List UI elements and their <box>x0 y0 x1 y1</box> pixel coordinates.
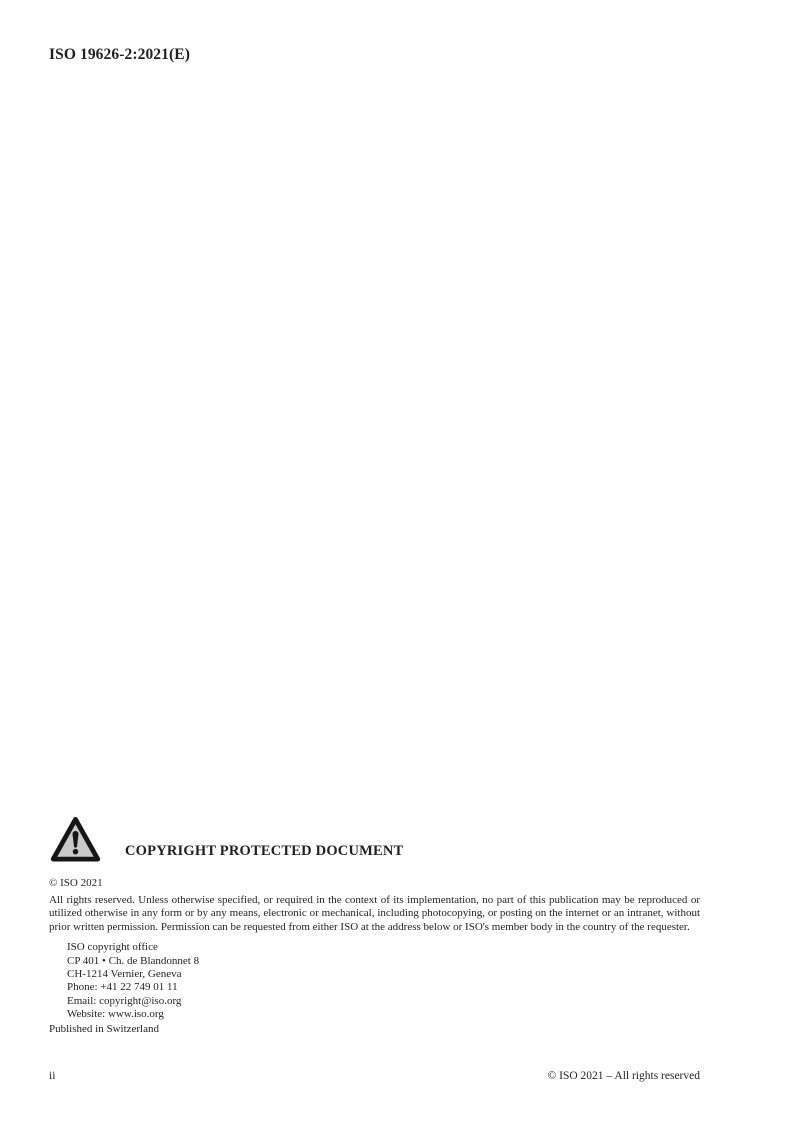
address-line-city: CH-1214 Vernier, Geneva <box>67 968 182 981</box>
copyright-notice-paragraph: All rights reserved. Unless otherwise specified, or required in the context of its implementation, no part of this publication may be reproduced or utilized otherwise in any form or by any means, electronic or mechanical, including photocopying, or posting on the internet or an intranet, without prior written permission. Permission can be requested from either ISO at the address below or ISO's member body in the country of the requester. <box>49 894 700 933</box>
footer-copyright: © ISO 2021 – All rights reserved <box>547 1070 700 1082</box>
copyright-section <box>49 814 700 1036</box>
address-line-phone: Phone: +41 22 749 01 11 <box>67 981 178 994</box>
published-in-line: Published in Switzerland <box>49 1022 159 1035</box>
copyright-year-line: © ISO 2021 <box>49 877 103 889</box>
warning-triangle-icon <box>49 814 102 866</box>
address-line-email: Email: copyright@iso.org <box>67 994 182 1007</box>
address-line-website: Website: www.iso.org <box>67 1008 164 1021</box>
document-reference-header: ISO 19626-2:2021(E) <box>49 46 190 63</box>
iso-address-block <box>67 941 700 1021</box>
copyright-heading: COPYRIGHT PROTECTED DOCUMENT <box>125 843 404 859</box>
page-number: ii <box>49 1070 56 1082</box>
copyright-heading-row <box>49 814 700 866</box>
address-line-street: CP 401 • Ch. de Blandonnet 8 <box>67 954 200 967</box>
address-line-office: ISO copyright office <box>67 941 158 954</box>
page-footer <box>49 1070 700 1082</box>
